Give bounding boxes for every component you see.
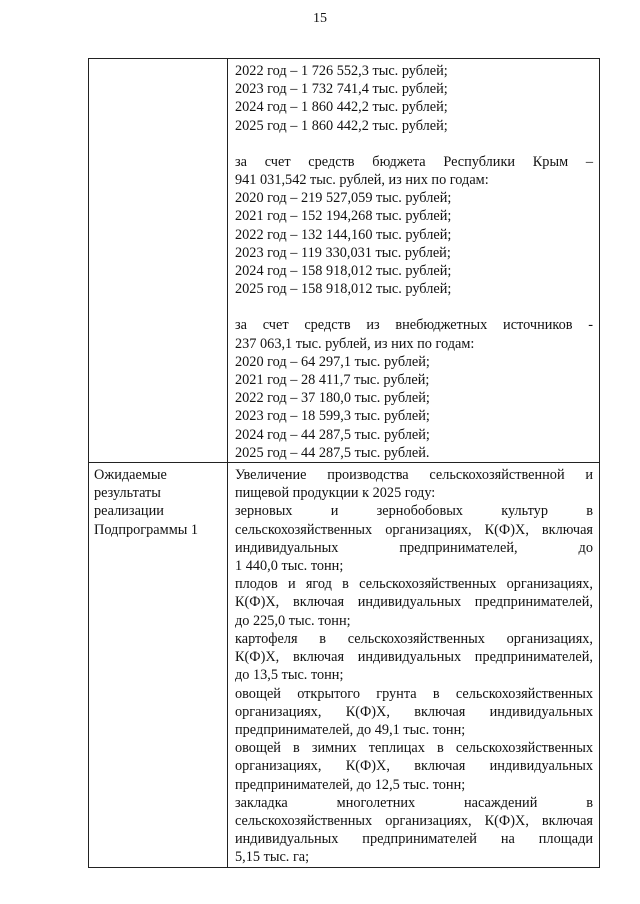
results-line: картофеля в сельскохозяйственных организациях, [235,630,593,647]
page-number: 15 [313,11,327,26]
federal-year-line: 2025 год – 1 860 442,2 тыс. рублей; [235,117,448,134]
results-line: овощей в зимних теплицах в сельскохозяйственных [235,740,593,757]
results-line: зерновых и зернобобовых культур в [235,503,593,520]
results-line: индивидуальных предпринимателей, до [235,539,593,556]
results-line: до 13,5 тыс. тонн; [235,667,344,684]
crimea-year-line: 2023 год – 119 330,031 тыс. рублей; [235,244,451,261]
results-label-line: Ожидаемые [94,467,167,484]
results-line: овощей открытого грунта в сельскохозяйственных [235,685,593,702]
results-label-line: Подпрограммы 1 [94,521,199,538]
funding-row [89,59,600,463]
crimea-budget-intro: за счет средств бюджета Республики Крым – [235,153,593,170]
results-line: плодов и ягод в сельскохозяйственных организациях, [235,576,593,593]
extra-year-line: 2020 год – 64 297,1 тыс. рублей; [235,353,430,370]
results-line: закладка многолетних насаждений в [235,794,593,811]
federal-year-line: 2023 год – 1 732 741,4 тыс. рублей; [235,81,448,98]
crimea-year-line: 2020 год – 219 527,059 тыс. рублей; [235,190,452,207]
results-label-line: результаты [94,485,161,502]
results-line: пищевой продукции к 2025 году: [235,485,436,502]
results-line: предпринимателей, до 49,1 тыс. тонн; [235,721,466,738]
crimea-year-line: 2024 год – 158 918,012 тыс. рублей; [235,263,452,280]
results-line: организациях, К(Ф)Х, включая индивидуальных [235,703,593,720]
results-line: К(Ф)Х, включая индивидуальных предпринимателей, [235,649,593,666]
crimea-year-line: 2021 год – 152 194,268 тыс. рублей; [235,208,452,225]
results-label-cell [89,463,228,867]
results-label-line: реализации [94,503,164,520]
extra-budget-intro: за счет средств из внебюджетных источников - [235,317,593,334]
extra-year-line: 2023 год – 18 599,3 тыс. рублей; [235,408,430,425]
extra-year-line: 2024 год – 44 287,5 тыс. рублей; [235,426,430,443]
results-line: организациях, К(Ф)Х, включая индивидуальных [235,758,593,775]
federal-year-line: 2022 год – 1 726 552,3 тыс. рублей; [235,63,448,79]
funding-label-cell [89,59,228,463]
results-line: сельскохозяйственных организациях, К(Ф)Х, включая [235,812,593,829]
extra-year-line: 2022 год – 37 180,0 тыс. рублей; [235,390,430,407]
results-line: предпринимателей, до 12,5 тыс. тонн; [235,776,466,793]
extra-budget-total: 237 063,1 тыс. рублей, из них по годам: [235,335,475,352]
crimea-budget-total: 941 031,542 тыс. рублей, из них по годам: [235,172,489,189]
federal-year-line: 2024 год – 1 860 442,2 тыс. рублей; [235,99,448,116]
crimea-year-line: 2022 год – 132 144,160 тыс. рублей; [235,226,452,243]
results-line: сельскохозяйственных организациях, К(Ф)Х, включая [235,521,593,538]
results-line: Увеличение производства сельскохозяйственной и [235,467,593,484]
funding-cell [228,59,600,463]
results-row [89,463,600,867]
results-line: до 225,0 тыс. тонн; [235,612,351,629]
passport-table [88,58,600,868]
results-line: К(Ф)Х, включая индивидуальных предпринимателей, [235,594,593,611]
crimea-year-line: 2025 год – 158 918,012 тыс. рублей; [235,281,452,298]
extra-year-line: 2025 год – 44 287,5 тыс. рублей. [235,444,430,461]
results-line: 1 440,0 тыс. тонн; [235,558,344,575]
extra-year-line: 2021 год – 28 411,7 тыс. рублей; [235,372,430,389]
results-cell [228,463,600,867]
results-line: индивидуальных предпринимателей на площади [235,831,593,848]
results-line: 5,15 тыс. га; [235,849,310,866]
